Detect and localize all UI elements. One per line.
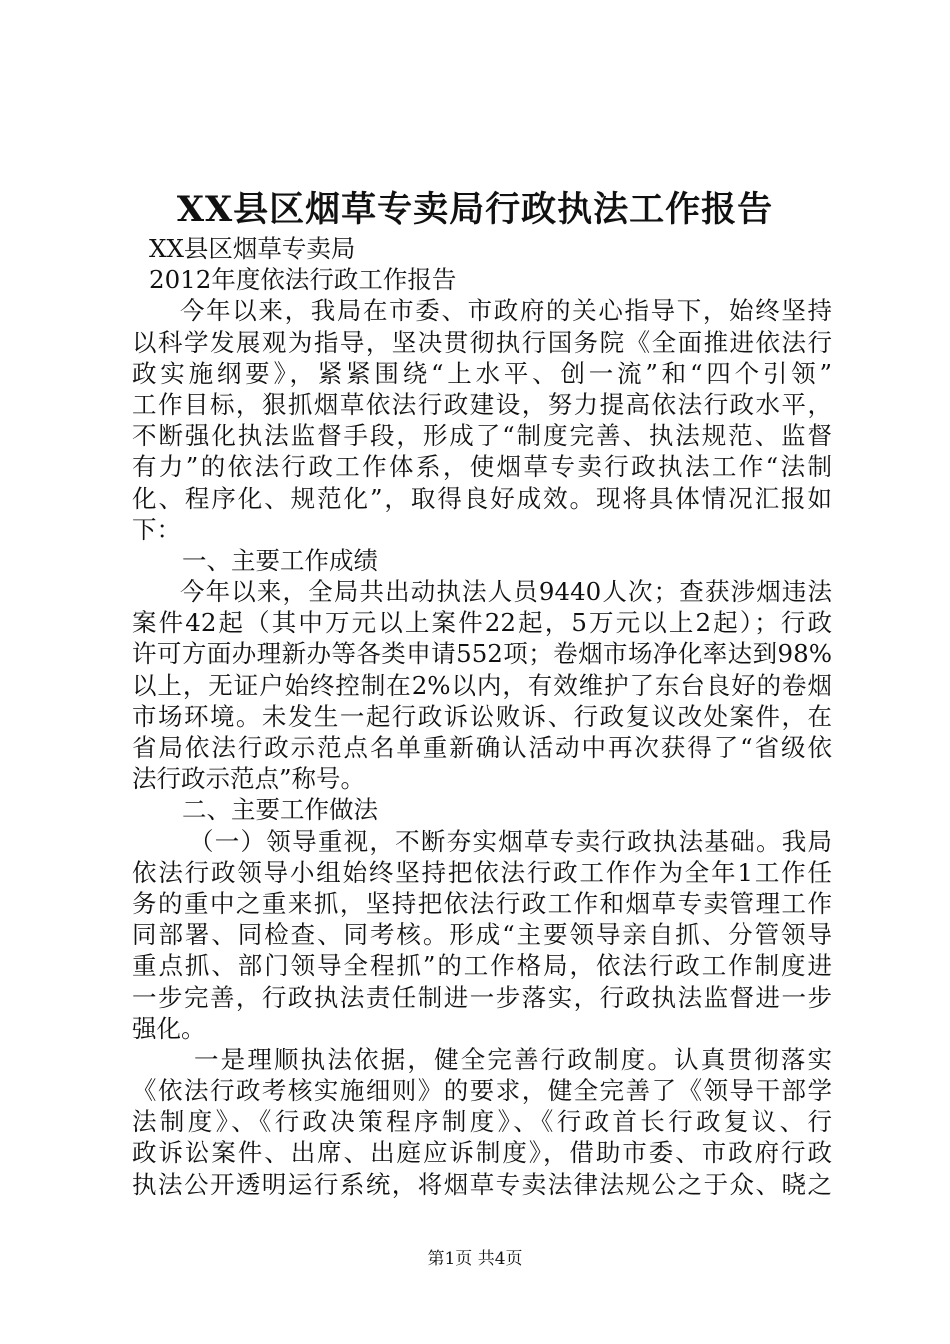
text-line: 务的重中之重来抓，坚持把依法行政工作和烟草专卖管理工作 bbox=[132, 888, 832, 918]
document-body bbox=[132, 233, 832, 1200]
text-line: 政实施纲要》，紧紧围绕“上水平、创一流”和“四个引领” bbox=[132, 358, 832, 388]
text-line: 法行政示范点”称号。 bbox=[132, 764, 366, 794]
text-line: 重点抓、部门领导全程抓”的工作格局，依法行政工作制度进 bbox=[132, 951, 832, 981]
text-line: XX县区烟草专卖局 bbox=[149, 234, 356, 263]
text-line: 同部署、同检查、同考核。形成“主要领导亲自抓、分管领导 bbox=[132, 920, 832, 950]
text-line: 法制度》、《行政决策程序制度》、《行政首长行政复议、行 bbox=[132, 1107, 832, 1137]
document-title: XX县区烟草专卖局行政执法工作报告 bbox=[176, 189, 774, 230]
text-line: 以上，无证户始终控制在2%以内，有效维护了东台良好的卷烟 bbox=[132, 670, 832, 700]
text-line: 《依法行政考核实施细则》的要求，健全完善了《领导干部学 bbox=[132, 1076, 832, 1106]
text-line: （一）领导重视，不断夯实烟草专卖行政执法基础。我局 bbox=[189, 826, 832, 856]
text-line: 有力”的依法行政工作体系，使烟草专卖行政执法工作“法制 bbox=[132, 452, 832, 482]
text-line: 依法行政领导小组始终坚持把依法行政工作作为全年1工作任 bbox=[132, 857, 832, 887]
section-heading: 二、主要工作做法 bbox=[182, 795, 378, 825]
text-line: 今年以来，全局共出动执法人员9440人次；查获涉烟违法 bbox=[180, 577, 832, 607]
text-line: 化、程序化、规范化”，取得良好成效。现将具体情况汇报如 bbox=[132, 483, 832, 513]
text-line: 下： bbox=[132, 514, 181, 544]
text-line: 2012年度依法行政工作报告 bbox=[149, 265, 457, 295]
text-line: 工作目标，狠抓烟草依法行政建设，努力提高依法行政水平， bbox=[132, 389, 832, 419]
page-number: 第1页 共4页 bbox=[427, 1249, 523, 1269]
text-line: 一步完善，行政执法责任制进一步落实，行政执法监督进一步 bbox=[132, 982, 832, 1012]
text-line: 案件42起（其中万元以上案件22起，5万元以上2起）；行政 bbox=[132, 608, 832, 638]
text-line: 一是理顺执法依据，健全完善行政制度。认真贯彻落实 bbox=[194, 1044, 832, 1074]
text-line: 省局依法行政示范点名单重新确认活动中再次获得了“省级依 bbox=[132, 733, 832, 762]
text-line: 政诉讼案件、出席、出庭应诉制度》，借助市委、市政府行政 bbox=[132, 1138, 832, 1168]
text-line: 许可方面办理新办等各类申请552项；卷烟市场净化率达到98% bbox=[132, 639, 832, 669]
text-line: 市场环境。未发生一起行政诉讼败诉、行政复议改处案件，在 bbox=[132, 701, 832, 731]
section-heading: 一、主要工作成绩 bbox=[182, 545, 378, 575]
text-line: 执法公开透明运行系统，将烟草专卖法律法规公之于众、晓之 bbox=[132, 1169, 832, 1199]
text-line: 不断强化执法监督手段，形成了“制度完善、执法规范、监督 bbox=[132, 421, 832, 451]
text-line: 强化。 bbox=[132, 1013, 206, 1043]
text-line: 以科学发展观为指导，坚决贯彻执行国务院《全面推进依法行 bbox=[132, 327, 832, 357]
text-line: 今年以来，我局在市委、市政府的关心指导下，始终坚持 bbox=[180, 296, 832, 326]
